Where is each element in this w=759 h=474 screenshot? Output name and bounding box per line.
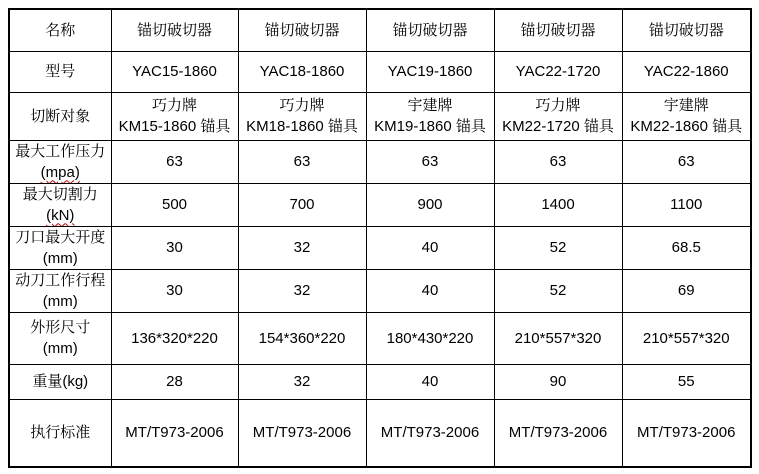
blade-working-stroke-value-col-1	[111, 269, 238, 312]
cell-value-line: 63	[166, 153, 183, 170]
cell-value-line: YAC18-1860	[259, 63, 345, 80]
max-blade-opening-value-col-1	[111, 226, 238, 269]
max-working-pressure-value-col-5	[622, 140, 751, 183]
overall-dimensions-value-col-1	[111, 312, 238, 364]
cell-value-line: 锚切破切器	[520, 21, 596, 39]
max-blade-opening-value-col-3	[366, 226, 494, 269]
row-label-line: (mm)	[42, 292, 78, 310]
cell-value-line: 锚切破切器	[392, 21, 468, 39]
cutting-target-value-col-1	[111, 92, 238, 140]
cell-value-line: 63	[549, 153, 567, 170]
table-row-blade-working-stroke	[9, 269, 751, 312]
cell-value-line: 136*320*220	[131, 329, 218, 347]
name-value-col-1	[111, 9, 238, 51]
name-value-col-4	[494, 9, 622, 51]
table-row-name	[9, 9, 751, 51]
row-label-max-cutting-force	[9, 183, 111, 226]
cell-value-line: 63	[421, 153, 439, 170]
row-label-line: 最大工作压力	[15, 142, 106, 160]
model-value-col-2	[238, 51, 366, 92]
cell-value-line: 180*430*220	[386, 329, 474, 347]
overall-dimensions-value-col-2	[238, 312, 366, 364]
max-cutting-force-value-col-2	[238, 183, 366, 226]
row-label-weight	[9, 364, 111, 399]
weight-value-col-3	[366, 364, 494, 399]
row-label-blade-working-stroke	[9, 269, 111, 312]
standard-value-col-1	[111, 399, 238, 467]
blade-working-stroke-value-col-5	[622, 269, 751, 312]
cell-value-line: 32	[293, 373, 311, 390]
cell-value-line: 900	[417, 196, 443, 213]
cell-value-line: YAC22-1860	[643, 63, 729, 80]
cell-value-line: 40	[421, 239, 439, 256]
max-blade-opening-value-col-2	[238, 226, 366, 269]
cell-value-line: 63	[677, 153, 695, 170]
cell-value-line: 40	[421, 282, 439, 299]
standard-value-col-2	[238, 399, 366, 467]
cell-value-line: 90	[549, 373, 567, 390]
model-value-col-3	[366, 51, 494, 92]
row-label-line: 最大切割力	[22, 185, 98, 203]
cell-value-line: 68.5	[671, 239, 701, 256]
standard-value-col-3	[366, 399, 494, 467]
cell-value-line: 28	[166, 373, 183, 390]
blade-working-stroke-value-col-2	[238, 269, 366, 312]
row-label-line: 执行标准	[30, 424, 91, 442]
cell-value-line: KM18-1860 锚具	[246, 118, 358, 135]
cell-value-line: 宇建牌	[663, 97, 709, 114]
cell-value-line: YAC19-1860	[387, 63, 473, 80]
row-label-cutting-target	[9, 92, 111, 140]
row-label-max-working-pressure	[9, 140, 111, 183]
cell-value-line: 52	[549, 282, 567, 299]
cell-value-line: 32	[293, 282, 311, 299]
table-row-max-blade-opening	[9, 226, 751, 269]
weight-value-col-2	[238, 364, 366, 399]
cell-value-line: 巧力牌	[535, 97, 581, 114]
cell-value-line: 55	[677, 373, 695, 390]
cell-value-line: 锚切破切器	[648, 21, 724, 39]
cell-value-line: MT/T973-2006	[252, 424, 352, 442]
blade-working-stroke-value-col-3	[366, 269, 494, 312]
product-spec-table	[8, 8, 752, 468]
overall-dimensions-value-col-5	[622, 312, 751, 364]
model-value-col-5	[622, 51, 751, 92]
row-label-line: 型号	[45, 63, 76, 80]
cell-value-line: 锚切破切器	[136, 21, 212, 39]
cell-value-line: MT/T973-2006	[125, 424, 224, 442]
cell-value-line: 63	[293, 153, 311, 170]
row-label-line: 刀口最大开度	[15, 228, 106, 246]
cutting-target-value-col-5	[622, 92, 751, 140]
standard-value-col-4	[494, 399, 622, 467]
table-row-max-cutting-force	[9, 183, 751, 226]
cutting-target-value-col-4	[494, 92, 622, 140]
cell-value-line: 宇建牌	[407, 97, 453, 114]
cell-value-line: YAC15-1860	[132, 63, 217, 80]
max-working-pressure-value-col-1	[111, 140, 238, 183]
blade-working-stroke-value-col-4	[494, 269, 622, 312]
row-label-line: (mm)	[42, 340, 78, 357]
cell-value-line: KM22-1860 锚具	[630, 118, 743, 135]
cell-value-line: 210*557*320	[514, 329, 602, 347]
table-row-standard	[9, 399, 751, 467]
max-blade-opening-value-col-4	[494, 226, 622, 269]
cutting-target-value-col-2	[238, 92, 366, 140]
max-cutting-force-value-col-3	[366, 183, 494, 226]
row-label-line: 外形尺寸	[30, 319, 91, 336]
cell-value-line: KM22-1720 锚具	[502, 118, 614, 135]
table-row-weight	[9, 364, 751, 399]
model-value-col-4	[494, 51, 622, 92]
table-row-model	[9, 51, 751, 92]
cell-value-line: 154*360*220	[258, 329, 346, 347]
cell-value-line: 锚切破切器	[264, 21, 340, 39]
cutting-target-value-col-3	[366, 92, 494, 140]
max-working-pressure-value-col-3	[366, 140, 494, 183]
row-label-line: (kN)	[46, 206, 75, 224]
max-blade-opening-value-col-5	[622, 226, 751, 269]
table-row-overall-dimensions	[9, 312, 751, 364]
weight-value-col-5	[622, 364, 751, 399]
cell-value-line: 69	[677, 282, 695, 299]
max-cutting-force-value-col-5	[622, 183, 751, 226]
overall-dimensions-value-col-3	[366, 312, 494, 364]
cell-value-line: YAC22-1720	[515, 63, 601, 80]
row-label-line: (mm)	[42, 249, 78, 267]
model-value-col-1	[111, 51, 238, 92]
cell-value-line: KM19-1860 锚具	[374, 118, 486, 135]
max-cutting-force-value-col-1	[111, 183, 238, 226]
row-label-line: 名称	[45, 21, 76, 39]
row-label-line: 切断对象	[30, 107, 91, 125]
max-cutting-force-value-col-4	[494, 183, 622, 226]
cell-value-line: MT/T973-2006	[637, 424, 736, 442]
name-value-col-5	[622, 9, 751, 51]
row-label-standard	[9, 399, 111, 467]
weight-value-col-4	[494, 364, 622, 399]
cell-value-line: 30	[166, 239, 183, 256]
cell-value-line: MT/T973-2006	[380, 424, 480, 442]
spec-table-body	[9, 9, 751, 467]
row-label-max-blade-opening	[9, 226, 111, 269]
cell-value-line: MT/T973-2006	[508, 424, 608, 442]
cell-value-line: 1400	[541, 196, 575, 213]
cell-value-line: KM15-1860 锚具	[118, 118, 231, 135]
cell-value-line: 1100	[670, 196, 703, 213]
cell-value-line: 500	[161, 196, 188, 213]
cell-value-line: 700	[289, 196, 315, 213]
cell-value-line: 巧力牌	[151, 97, 197, 114]
row-label-line: 重量(kg)	[32, 373, 89, 390]
cell-value-line: 30	[166, 282, 183, 299]
name-value-col-2	[238, 9, 366, 51]
row-label-line: 动刀工作行程	[15, 271, 106, 289]
cell-value-line: 52	[549, 239, 567, 256]
row-label-name	[9, 9, 111, 51]
overall-dimensions-value-col-4	[494, 312, 622, 364]
max-working-pressure-value-col-2	[238, 140, 366, 183]
table-row-cutting-target	[9, 92, 751, 140]
table-row-max-working-pressure	[9, 140, 751, 183]
row-label-model	[9, 51, 111, 92]
row-label-line: (mpa)	[40, 163, 80, 181]
cell-value-line: 40	[421, 373, 439, 390]
row-label-overall-dimensions	[9, 312, 111, 364]
cell-value-line: 巧力牌	[279, 97, 325, 114]
name-value-col-3	[366, 9, 494, 51]
max-working-pressure-value-col-4	[494, 140, 622, 183]
cell-value-line: 32	[293, 239, 311, 256]
weight-value-col-1	[111, 364, 238, 399]
standard-value-col-5	[622, 399, 751, 467]
cell-value-line: 210*557*320	[642, 329, 730, 347]
